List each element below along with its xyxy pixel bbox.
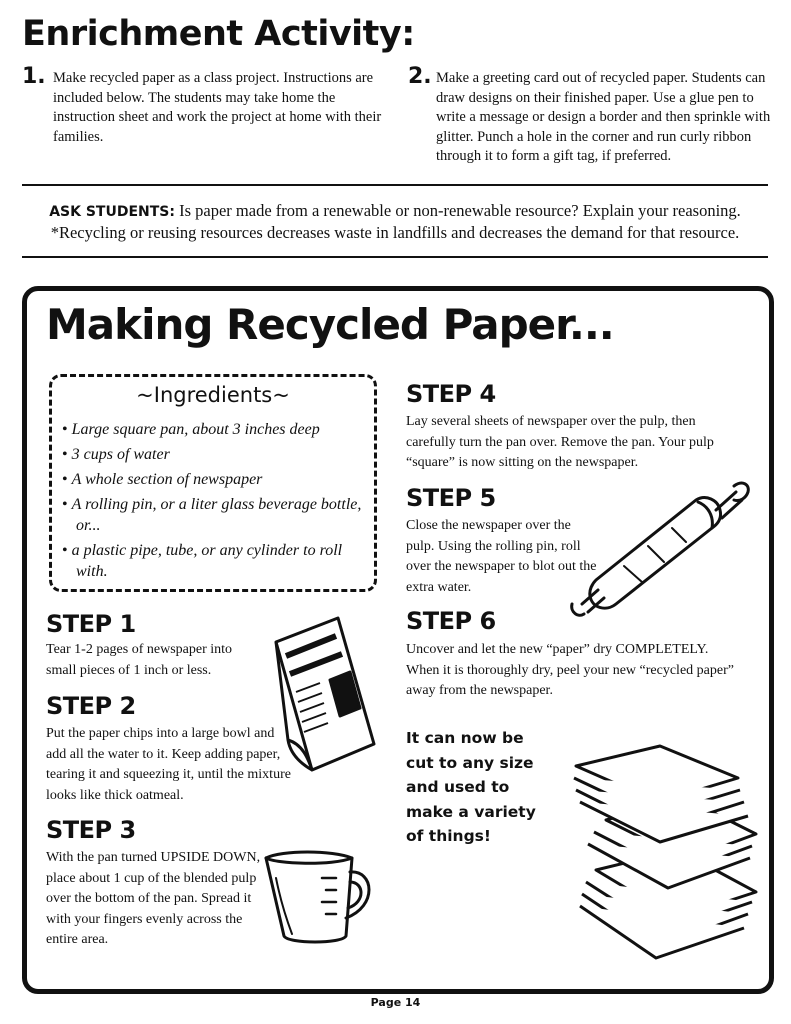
activity-1-text: Make recycled paper as a class project. Instructions are included below. The students may take home the instruction sheet and work the project at home with their families.	[53, 70, 382, 145]
step-3-heading: STEP 3	[46, 816, 136, 844]
activity-2-text: Make a greeting card out of recycled paper. Students can draw designs on their finished paper. Use a glue pen to write a message or design a border and then sprinkle with glitter. Punch a hole in the corner and run curly ribbon through it to form a gift tag, if preferred.	[436, 70, 771, 164]
ask-students	[22, 200, 768, 223]
step-5-text: Close the newspaper over the pulp. Using the rolling pin, roll over the newspaper to blot out the extra water.	[406, 518, 597, 595]
ingredients-list	[62, 419, 367, 586]
recipe-title: Making Recycled Paper...	[46, 300, 614, 349]
page-title: Enrichment Activity:	[22, 14, 415, 54]
activity-1-number: 1.	[22, 64, 46, 89]
ingredient-item: • A whole section of newspaper	[62, 469, 367, 490]
divider-top	[22, 184, 768, 186]
ingredient-item: • 3 cups of water	[62, 444, 367, 465]
step-3-text: With the pan turned UPSIDE DOWN, place about 1 cup of the blended pulp over the bottom of the pan. Spread it with your fingers evenly across the entire area.	[46, 850, 261, 948]
measuring-cup-icon	[262, 848, 380, 948]
step-6-text: Uncover and let the new “paper” dry COMPLETELY. When it is thoroughly dry, peel your new “recycled paper” away from the newspaper.	[406, 642, 734, 699]
rolling-pin-icon	[568, 470, 753, 620]
divider-bottom	[22, 256, 768, 258]
step-6-heading: STEP 6	[406, 607, 496, 635]
ingredient-item: • a plastic pipe, tube, or any cylinder to roll with.	[62, 540, 367, 582]
activity-2-number: 2.	[408, 64, 432, 89]
page-number: Page 14	[370, 996, 421, 1009]
step-4-heading: STEP 4	[406, 380, 496, 408]
step-5-heading: STEP 5	[406, 484, 496, 512]
paper-stack-icon	[566, 742, 762, 964]
ingredients-box	[49, 374, 377, 592]
ingredient-item: • Large square pan, about 3 inches deep	[62, 419, 367, 440]
step-2-heading: STEP 2	[46, 692, 136, 720]
rolled-newspaper-icon	[268, 612, 383, 777]
step-2-text: Put the paper chips into a large bowl and add all the water to it. Keep adding paper, tearing it and squeezing it, until the mixture looks like thick oatmeal.	[46, 726, 291, 803]
callout-text: It can now be cut to any size and used to make a variety of things!	[406, 729, 536, 845]
ask-students-question: Is paper made from a renewable or non-renewable resource? Explain your reasoning.	[179, 201, 741, 220]
recycling-note: *Recycling or reusing resources decreases waste in landfills and decreases the demand for that resource.	[50, 223, 740, 242]
step-4-text: Lay several sheets of newspaper over the pulp, then carefully turn the pan over. Remove the pan. Your pulp “square” is now sitting on the newspaper.	[406, 414, 714, 471]
step-1-heading: STEP 1	[46, 610, 136, 638]
step-1-text: Tear 1-2 pages of newspaper into small pieces of 1 inch or less.	[46, 642, 233, 678]
ingredients-title: ~Ingredients~	[136, 383, 290, 407]
ask-students-label: ASK STUDENTS:	[49, 204, 175, 220]
ingredient-item: • A rolling pin, or a liter glass beverage bottle, or...	[62, 494, 367, 536]
